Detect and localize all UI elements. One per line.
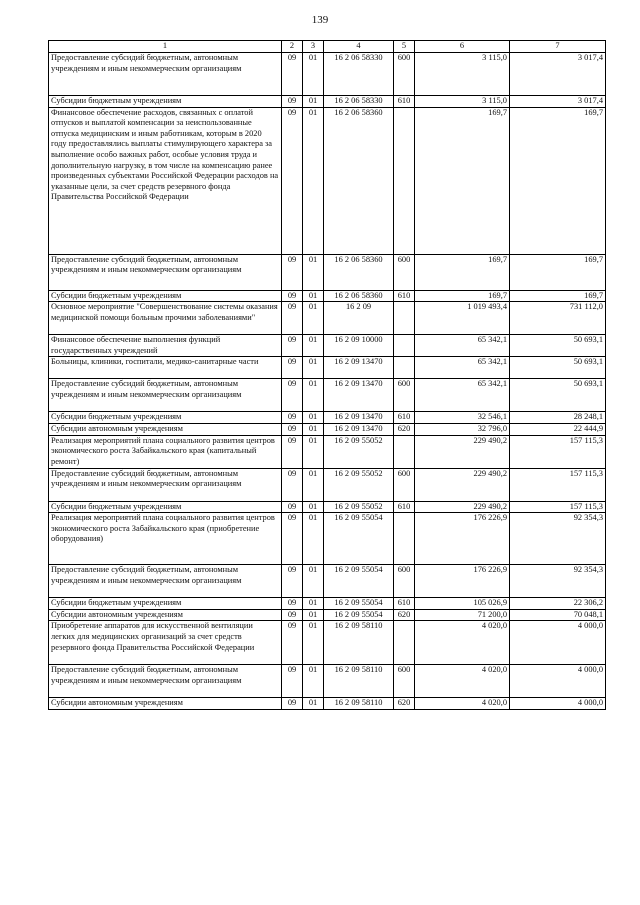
cell-name: Предоставление субсидий бюджетным, автономным учреждениям и иным некоммерческим организациям (49, 565, 282, 598)
cell-c4: 16 2 09 10000 (324, 335, 394, 357)
budget-table (48, 40, 606, 710)
cell-c6: 105 026,9 (415, 598, 510, 610)
table-row (49, 565, 606, 598)
cell-c4: 16 2 09 13470 (324, 379, 394, 412)
cell-c2: 09 (282, 501, 303, 513)
cell-name: Больницы, клиники, госпитали, медико-санитарные части (49, 357, 282, 379)
cell-c2: 09 (282, 423, 303, 435)
cell-c2: 09 (282, 254, 303, 290)
cell-c2: 09 (282, 335, 303, 357)
cell-c4: 16 2 09 55054 (324, 598, 394, 610)
cell-c3: 01 (303, 53, 324, 96)
cell-c4: 16 2 09 55052 (324, 501, 394, 513)
cell-c2: 09 (282, 53, 303, 96)
table-row (49, 412, 606, 424)
cell-c7: 157 115,3 (510, 501, 606, 513)
cell-name: Финансовое обеспечение расходов, связанных с оплатой отпусков и выплатой компенсации за неиспользованные отпуска медицинским и иным работникам, которым в 2020 году предоставлялись выплаты стимулирующего характера за выполнение особо важных работ, особые условия труда и дополнительную нагрузку, в том числе на компенсацию ранее произведенных субъектами Российской Федерации расходов на указанные цели, за счет средств резервного фонда Правительства Российской Федерации (49, 107, 282, 254)
cell-c6: 32 796,0 (415, 423, 510, 435)
cell-c4: 16 2 06 58360 (324, 107, 394, 254)
cell-c7: 4 000,0 (510, 621, 606, 665)
cell-name: Реализация мероприятий плана социального развития центров экономического роста Забайкальского края (приобретение оборудования) (49, 513, 282, 565)
cell-c3: 01 (303, 621, 324, 665)
cell-c5 (394, 335, 415, 357)
cell-c3: 01 (303, 565, 324, 598)
cell-c5: 610 (394, 598, 415, 610)
table-row (49, 379, 606, 412)
page-number: 139 (311, 14, 329, 26)
cell-name: Субсидии бюджетным учреждениям (49, 290, 282, 302)
table-row (49, 335, 606, 357)
cell-c2: 09 (282, 468, 303, 501)
column-header: 5 (394, 41, 415, 53)
cell-c5: 600 (394, 665, 415, 698)
cell-c3: 01 (303, 435, 324, 468)
cell-c4: 16 2 09 13470 (324, 357, 394, 379)
cell-c6: 4 020,0 (415, 621, 510, 665)
cell-c5: 600 (394, 254, 415, 290)
cell-c6: 71 200,0 (415, 609, 510, 621)
table-row (49, 53, 606, 96)
cell-name: Предоставление субсидий бюджетным, автономным учреждениям и иным некоммерческим организациям (49, 254, 282, 290)
cell-name: Субсидии бюджетным учреждениям (49, 96, 282, 108)
cell-c3: 01 (303, 254, 324, 290)
cell-c6: 169,7 (415, 107, 510, 254)
cell-c3: 01 (303, 501, 324, 513)
cell-c3: 01 (303, 379, 324, 412)
table-row (49, 501, 606, 513)
cell-c4: 16 2 09 (324, 302, 394, 335)
cell-name: Субсидии автономным учреждениям (49, 423, 282, 435)
column-header: 7 (510, 41, 606, 53)
cell-name: Субсидии бюджетным учреждениям (49, 501, 282, 513)
cell-c5: 600 (394, 53, 415, 96)
cell-c7: 28 248,1 (510, 412, 606, 424)
cell-name: Приобретение аппаратов для искусственной вентиляции легких для медицинских организаций за счет средств резервного фонда Правительства Российской Федерации (49, 621, 282, 665)
cell-c2: 09 (282, 435, 303, 468)
cell-name: Реализация мероприятий плана социального развития центров экономического роста Забайкальского края (капитальный ремонт) (49, 435, 282, 468)
table-row (49, 665, 606, 698)
cell-c3: 01 (303, 412, 324, 424)
cell-c4: 16 2 09 55052 (324, 435, 394, 468)
cell-c4: 16 2 09 58110 (324, 698, 394, 710)
cell-c6: 169,7 (415, 254, 510, 290)
cell-c4: 16 2 09 13470 (324, 412, 394, 424)
cell-c3: 01 (303, 335, 324, 357)
cell-c4: 16 2 06 58360 (324, 254, 394, 290)
cell-c2: 09 (282, 412, 303, 424)
cell-c6: 229 490,2 (415, 501, 510, 513)
cell-c2: 09 (282, 379, 303, 412)
cell-c4: 16 2 06 58330 (324, 53, 394, 96)
cell-c3: 01 (303, 698, 324, 710)
cell-c5: 610 (394, 290, 415, 302)
cell-c2: 09 (282, 698, 303, 710)
cell-c7: 3 017,4 (510, 53, 606, 96)
cell-c2: 09 (282, 598, 303, 610)
cell-c5: 600 (394, 468, 415, 501)
cell-c7: 169,7 (510, 254, 606, 290)
cell-c6: 1 019 493,4 (415, 302, 510, 335)
table-row (49, 96, 606, 108)
cell-c6: 3 115,0 (415, 53, 510, 96)
cell-c4: 16 2 09 55054 (324, 565, 394, 598)
cell-name: Субсидии бюджетным учреждениям (49, 412, 282, 424)
cell-c4: 16 2 09 55054 (324, 513, 394, 565)
cell-c2: 09 (282, 665, 303, 698)
cell-name: Финансовое обеспечение выполнения функций государственных учреждений (49, 335, 282, 357)
cell-c7: 157 115,3 (510, 435, 606, 468)
cell-c7: 157 115,3 (510, 468, 606, 501)
cell-c6: 4 020,0 (415, 665, 510, 698)
table-header-row (49, 41, 606, 53)
table-row (49, 698, 606, 710)
cell-name: Предоставление субсидий бюджетным, автономным учреждениям и иным некоммерческим организациям (49, 468, 282, 501)
cell-c7: 70 048,1 (510, 609, 606, 621)
cell-c7: 50 693,1 (510, 379, 606, 412)
table-row (49, 357, 606, 379)
cell-c5: 620 (394, 609, 415, 621)
cell-c3: 01 (303, 357, 324, 379)
cell-c3: 01 (303, 609, 324, 621)
cell-c2: 09 (282, 565, 303, 598)
cell-c4: 16 2 09 55054 (324, 609, 394, 621)
cell-c4: 16 2 06 58330 (324, 96, 394, 108)
table-row (49, 598, 606, 610)
cell-c7: 4 000,0 (510, 665, 606, 698)
cell-c5 (394, 621, 415, 665)
cell-c3: 01 (303, 302, 324, 335)
column-header: 3 (303, 41, 324, 53)
column-header: 6 (415, 41, 510, 53)
cell-c5 (394, 435, 415, 468)
cell-c3: 01 (303, 107, 324, 254)
table-row (49, 621, 606, 665)
cell-c6: 229 490,2 (415, 468, 510, 501)
cell-c6: 3 115,0 (415, 96, 510, 108)
cell-c3: 01 (303, 598, 324, 610)
cell-c7: 22 444,9 (510, 423, 606, 435)
cell-c5 (394, 302, 415, 335)
table-row (49, 435, 606, 468)
cell-c7: 50 693,1 (510, 335, 606, 357)
cell-c6: 169,7 (415, 290, 510, 302)
cell-c6: 176 226,9 (415, 513, 510, 565)
cell-name: Субсидии автономным учреждениям (49, 698, 282, 710)
cell-c4: 16 2 09 55052 (324, 468, 394, 501)
cell-name: Основное мероприятие "Совершенствование системы оказания медицинской помощи больным прочими заболеваниями" (49, 302, 282, 335)
table-row (49, 423, 606, 435)
cell-c2: 09 (282, 302, 303, 335)
cell-c3: 01 (303, 468, 324, 501)
table-row (49, 107, 606, 254)
cell-c5: 600 (394, 565, 415, 598)
cell-c7: 50 693,1 (510, 357, 606, 379)
table-row (49, 468, 606, 501)
column-header: 2 (282, 41, 303, 53)
cell-c4: 16 2 09 13470 (324, 423, 394, 435)
cell-c5: 620 (394, 423, 415, 435)
cell-name: Предоставление субсидий бюджетным, автономным учреждениям и иным некоммерческим организациям (49, 53, 282, 96)
cell-name: Предоставление субсидий бюджетным, автономным учреждениям и иным некоммерческим организациям (49, 665, 282, 698)
cell-c5: 620 (394, 698, 415, 710)
cell-c7: 92 354,3 (510, 513, 606, 565)
cell-c5: 610 (394, 412, 415, 424)
cell-c6: 4 020,0 (415, 698, 510, 710)
cell-c4: 16 2 09 58110 (324, 665, 394, 698)
cell-c7: 4 000,0 (510, 698, 606, 710)
table-row (49, 609, 606, 621)
column-header: 4 (324, 41, 394, 53)
cell-c2: 09 (282, 513, 303, 565)
cell-c7: 169,7 (510, 290, 606, 302)
cell-name: Субсидии автономным учреждениям (49, 609, 282, 621)
cell-c4: 16 2 09 58110 (324, 621, 394, 665)
cell-c7: 731 112,0 (510, 302, 606, 335)
cell-c6: 65 342,1 (415, 379, 510, 412)
cell-c5: 610 (394, 96, 415, 108)
cell-c5: 610 (394, 501, 415, 513)
cell-c7: 169,7 (510, 107, 606, 254)
table-row (49, 513, 606, 565)
table-row (49, 302, 606, 335)
cell-c6: 65 342,1 (415, 335, 510, 357)
cell-c3: 01 (303, 513, 324, 565)
cell-c6: 176 226,9 (415, 565, 510, 598)
cell-c6: 229 490,2 (415, 435, 510, 468)
cell-c2: 09 (282, 621, 303, 665)
cell-c3: 01 (303, 665, 324, 698)
cell-c3: 01 (303, 96, 324, 108)
cell-c2: 09 (282, 609, 303, 621)
cell-name: Субсидии бюджетным учреждениям (49, 598, 282, 610)
cell-c3: 01 (303, 423, 324, 435)
cell-c2: 09 (282, 107, 303, 254)
cell-c2: 09 (282, 290, 303, 302)
cell-c2: 09 (282, 96, 303, 108)
cell-c5 (394, 357, 415, 379)
cell-c6: 32 546,1 (415, 412, 510, 424)
cell-c5 (394, 107, 415, 254)
cell-c7: 92 354,3 (510, 565, 606, 598)
cell-c3: 01 (303, 290, 324, 302)
cell-c4: 16 2 06 58360 (324, 290, 394, 302)
table-row (49, 290, 606, 302)
cell-c5: 600 (394, 379, 415, 412)
cell-name: Предоставление субсидий бюджетным, автономным учреждениям и иным некоммерческим организациям (49, 379, 282, 412)
table-row (49, 254, 606, 290)
cell-c6: 65 342,1 (415, 357, 510, 379)
cell-c5 (394, 513, 415, 565)
cell-c2: 09 (282, 357, 303, 379)
column-header: 1 (49, 41, 282, 53)
cell-c7: 22 306,2 (510, 598, 606, 610)
cell-c7: 3 017,4 (510, 96, 606, 108)
